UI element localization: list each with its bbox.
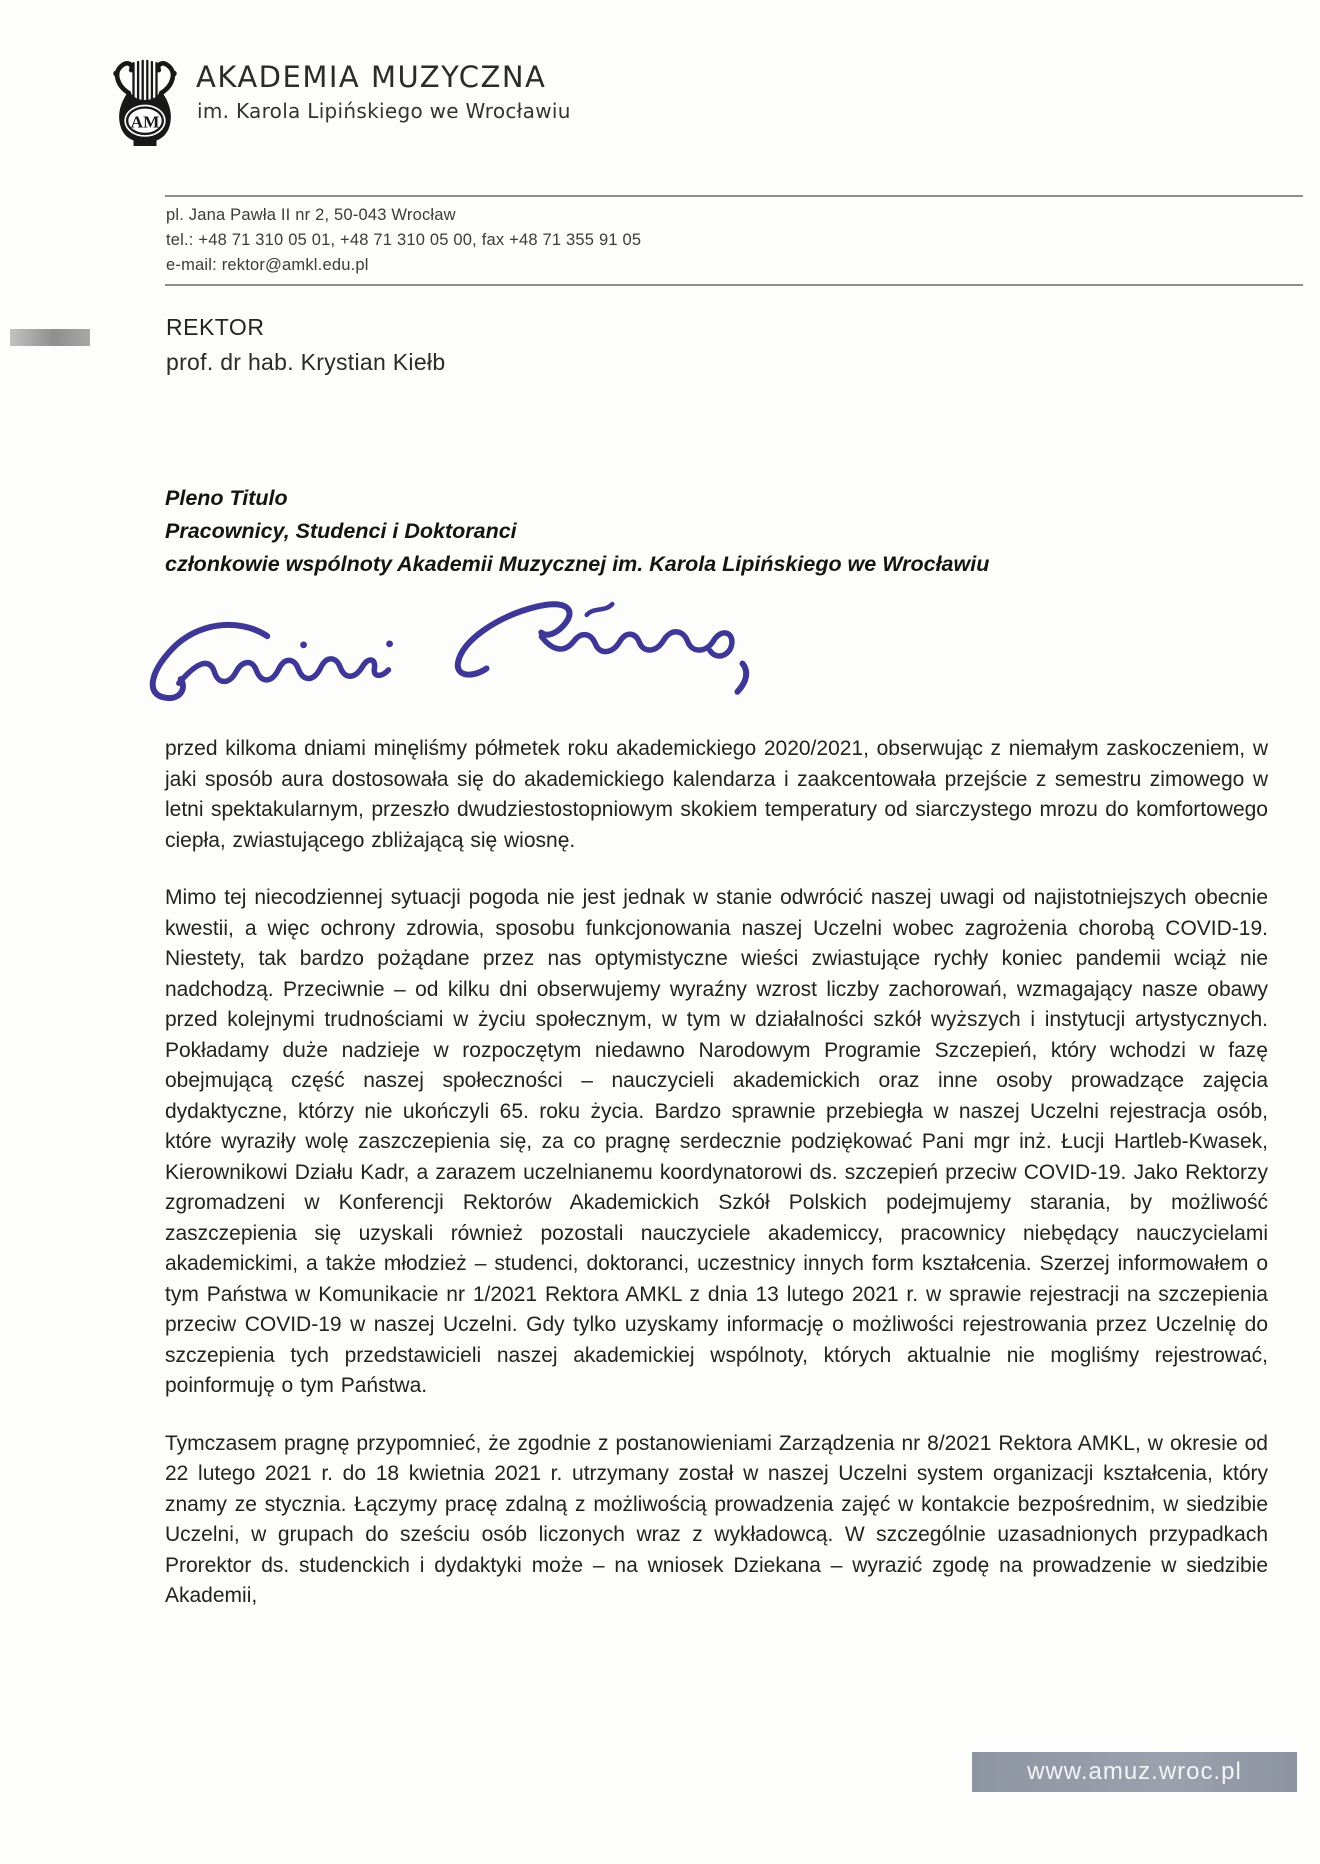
address-block [166, 203, 1066, 278]
recipient-line-3: członkowie wspólnoty Akademii Muzycznej im. Karola Lipińskiego we Wrocławiu [165, 552, 990, 576]
phone-line: tel.: +48 71 310 05 01, +48 71 310 05 00, fax +48 71 355 91 05 [166, 231, 642, 249]
scan-artifact-bar [10, 329, 90, 346]
letter-body [165, 734, 1268, 1639]
header-divider-top [165, 195, 1303, 197]
org-subtitle: im. Karola Lipińskiego we Wrocławiu [197, 99, 571, 123]
email-line: e-mail: rektor@amkl.edu.pl [166, 256, 369, 274]
recipients-block [165, 482, 989, 581]
sender-name: prof. dr hab. Krystian Kiełb [166, 349, 446, 375]
header-divider-bottom [165, 284, 1303, 286]
body-paragraph: Mimo tej niecodziennej sytuacji pogoda nie jest jednak w stanie odwrócić naszej uwagi od najistotniejszych obecnie kwestii, a więc ochrony zdrowia, sposobu funkcjonowania naszej Uczelni wobec zagrożenia chorobą COVID-19. Niestety, tak bardzo pożądane przez nas optymistyczne wieści zwiastujące rychły koniec pandemii wciąż nie nadchodzą. Przeciwnie – od kilku dni obserwujemy wyraźny wzrost liczby zachorowań, wzmagający nasze obawy przed kolejnymi trudnościami w życiu społecznym, w tym w działalności szkół wyższych i instytucji artystycznych. Pokładamy duże nadzieje w rozpoczętym niedawno Narodowym Programie Szczepień, który wchodzi w fazę obejmującą część naszej społeczności – nauczycieli akademickich oraz inne osoby prowadzące zajęcia dydaktyczne, którzy nie ukończyli 65. roku życia. Bardzo sprawnie przebiegła w naszej Uczelni rejestracja osób, które wyraziły wolę zaszczepienia się, za co pragnę serdecznie podziękować Pani mgr inż. Łucji Hartleb-Kwasek, Kierownikowi Działu Kadr, a zarazem uczelnianemu koordynatorowi ds. szczepień przeciw COVID-19. Jako Rektorzy zgromadzeni w Konferencji Rektorów Akademickich Szkół Polskich podejmujemy starania, by możliwość zaszczepienia się uzyskali również pozostali nauczyciele akademiccy, pracownicy niebędący nauczycielami akademickimi, a także młodzież – studenci, doktoranci, uczestnicy innych form kształcenia. Szerzej informowałem o tym Państwa w Komunikacie nr 1/2021 Rektora AMKL z dnia 13 lutego 2021 r. w sprawie rejestracji na szczepienia przeciw COVID-19 w naszej Uczelni. Gdy tylko uzyskamy informację o możliwości rejestrowania przez Uczelnię do szczepienia tych przedstawicieli naszej akademickiej wspólnoty, których aktualnie nie mogliśmy rejestrować, poinformuję o tym Państwa. [165, 886, 1268, 1397]
recipient-line-2: Pracownicy, Studenci i Doktoranci [165, 519, 517, 543]
logo-monogram: AM [130, 112, 160, 132]
org-name: AKADEMIA MUZYCZNA [196, 60, 547, 94]
handwritten-greeting [116, 579, 770, 732]
body-paragraph: przed kilkoma dniami minęliśmy półmetek roku akademickiego 2020/2021, obserwując z niemałym zaskoczeniem, w jaki sposób aura dostosowała się do akademickiego kalendarza i zaakcentowała przejście z semestru zimowego w letni spektakularnym, przeszło dwudziestostopniowym skokiem temperatury od siarczystego mrozu do komfortowego ciepła, zwiastującego zbliżającą się wiosnę. [165, 737, 1268, 852]
sender-title: REKTOR [166, 314, 265, 340]
footer-website-box [972, 1752, 1297, 1792]
lyre-icon [110, 54, 180, 146]
recipient-line-1: Pleno Titulo [165, 486, 288, 510]
footer-website-label: www.amuz.wroc.pl [1027, 1758, 1242, 1785]
address-line: pl. Jana Pawła II nr 2, 50-043 Wrocław [166, 206, 456, 224]
body-paragraph: Tymczasem pragnę przypomnieć, że zgodnie z postanowieniami Zarządzenia nr 8/2021 Rektora AMKL, w okresie od 22 lutego 2021 r. do 18 kwietnia 2021 r. utrzymany został w naszej Uczelni system organizacji kształcenia, który znamy ze stycznia. Łączymy pracę zdalną z możliwością prowadzenia zajęć w kontakcie bezpośrednim, w siedzibie Uczelni, w grupach do sześciu osób liczonych wraz z wykładowcą. W szczególnie uzasadnionych przypadkach Prorektor ds. studenckich i dydaktyki może – na wniosek Dziekana – wyrazić zgodę na prowadzenie w siedzibie Akademii, [165, 1431, 1268, 1607]
